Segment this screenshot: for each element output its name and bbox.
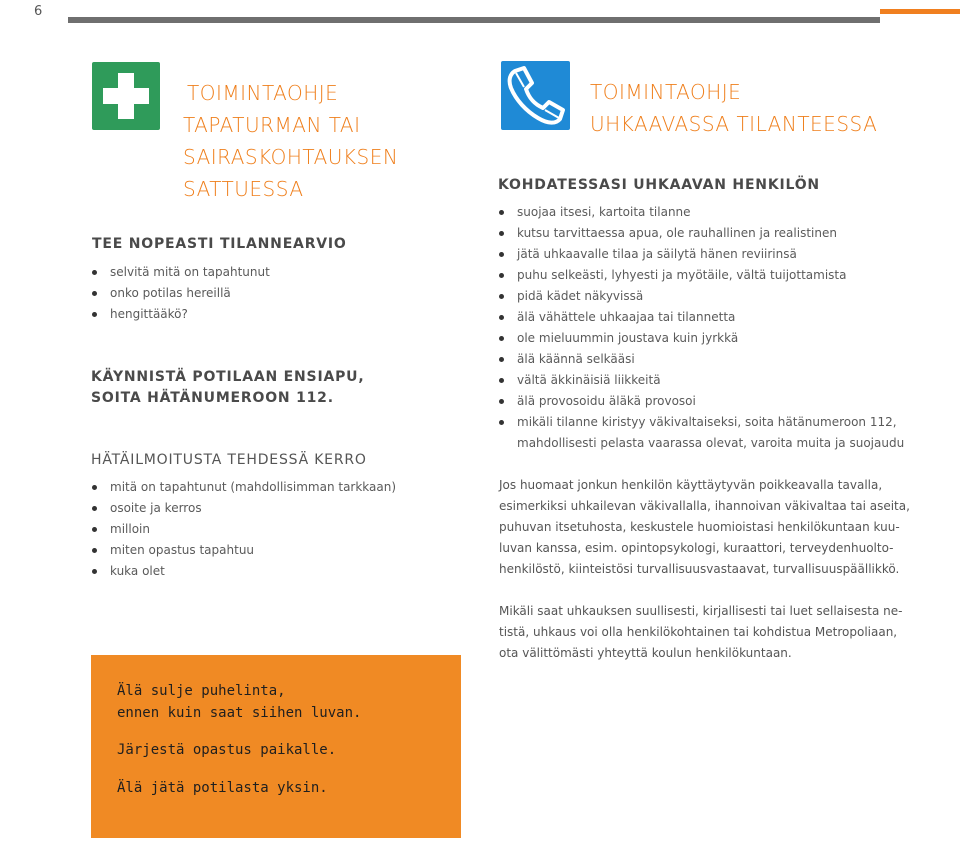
list-item bbox=[499, 412, 904, 454]
reminder-line: ennen kuin saat siihen luvan. bbox=[117, 705, 362, 721]
list-item-line: mahdollisesti pelasta vaarassa olevat, varoita muita ja suojaudu bbox=[517, 436, 905, 450]
list-item: hengittääkö? bbox=[92, 304, 270, 325]
left-title-line: TAPATURMAN TAI bbox=[183, 113, 361, 137]
list-item: kuka olet bbox=[92, 561, 396, 582]
assess-heading: TEE NOPEASTI TILANNEARVIO bbox=[92, 236, 347, 252]
paragraph-line: tistä, uhkaus voi olla henkilökohtainen tai kohdistua Metropoliaan, bbox=[499, 625, 898, 639]
left-title-line: SAIRASKOHTAUKSEN bbox=[183, 145, 399, 169]
left-title-line: TOIMINTAOHJE bbox=[187, 81, 339, 105]
paragraph-line: ota välittömästi yhteyttä koulun henkilökuntaan. bbox=[499, 646, 792, 660]
reminder-line: Järjestä opastus paikalle. bbox=[117, 742, 337, 758]
emergency-call-heading: HÄTÄILMOITUSTA TEHDESSÄ KERRO bbox=[91, 452, 367, 468]
reminder-box bbox=[91, 655, 461, 838]
list-item: suojaa itsesi, kartoita tilanne bbox=[499, 202, 904, 223]
list-item: miten opastus tapahtuu bbox=[92, 540, 396, 561]
threat-heading: KOHDATESSASI UHKAAVAN HENKILÖN bbox=[498, 177, 820, 193]
paragraph-line: puhuvan itsetuhosta, keskustele huomioistasi henkilökuntaan kuu- bbox=[499, 520, 900, 534]
observation-paragraph bbox=[499, 475, 910, 580]
list-item: osoite ja kerros bbox=[92, 498, 396, 519]
right-title-line: TOIMINTAOHJE bbox=[590, 80, 742, 104]
phone-handset-icon bbox=[501, 61, 570, 130]
paragraph-line: luvan kanssa, esim. opintopsykologi, kuraattori, terveydenhuolto- bbox=[499, 541, 894, 555]
list-item: mitä on tapahtunut (mahdollisimman tarkkaan) bbox=[92, 477, 396, 498]
reminder-line: Älä sulje puhelinta, bbox=[117, 683, 286, 699]
threat-received-paragraph bbox=[499, 601, 902, 664]
list-item: selvitä mitä on tapahtunut bbox=[92, 262, 270, 283]
paragraph-line: Mikäli saat uhkauksen suullisesti, kirjallisesti tai luet sellaisesta ne- bbox=[499, 604, 903, 618]
paragraph-line: esimerkiksi uhkailevan väkivallalla, ihannoivan väkivaltaa tai aseita, bbox=[499, 499, 910, 513]
left-title bbox=[183, 77, 398, 205]
list-item: onko potilas hereillä bbox=[92, 283, 270, 304]
right-title bbox=[590, 76, 877, 140]
first-aid-heading bbox=[91, 367, 364, 409]
emergency-call-list bbox=[92, 477, 396, 582]
list-item: ole mieluummin joustava kuin jyrkkä bbox=[499, 328, 904, 349]
first-aid-heading-line: KÄYNNISTÄ POTILAAN ENSIAPU, bbox=[91, 369, 365, 385]
list-item: vältä äkkinäisiä liikkeitä bbox=[499, 370, 904, 391]
list-item: milloin bbox=[92, 519, 396, 540]
header-bar bbox=[0, 0, 960, 24]
list-item: älä vähättele uhkaajaa tai tilannetta bbox=[499, 307, 904, 328]
reminder-line: Älä jätä potilasta yksin. bbox=[117, 780, 328, 796]
list-item: jätä uhkaavalle tilaa ja säilytä hänen reviirinsä bbox=[499, 244, 904, 265]
first-aid-heading-line: SOITA HÄTÄNUMEROON 112. bbox=[91, 390, 334, 406]
header-rule-orange bbox=[880, 9, 960, 14]
threat-list bbox=[499, 202, 904, 454]
left-title-line: SATTUESSA bbox=[183, 177, 304, 201]
header-rule-gray bbox=[68, 17, 880, 23]
list-item: kutsu tarvittaessa apua, ole rauhallinen ja realistinen bbox=[499, 223, 904, 244]
page-number: 6 bbox=[34, 4, 43, 19]
list-item-line: mikäli tilanne kiristyy väkivaltaiseksi, soita hätänumeroon 112, bbox=[517, 415, 897, 429]
paragraph-line: Jos huomaat jonkun henkilön käyttäytyvän poikkeavalla tavalla, bbox=[499, 478, 883, 492]
first-aid-cross-icon bbox=[92, 62, 160, 130]
list-item: puhu selkeästi, lyhyesti ja myötäile, vältä tuijottamista bbox=[499, 265, 904, 286]
paragraph-line: henkilöstö, kiinteistösi turvallisuusvastaavat, turvallisuuspäällikkö. bbox=[499, 562, 900, 576]
list-item: älä provosoidu äläkä provosoi bbox=[499, 391, 904, 412]
right-title-line: UHKAAVASSA TILANTEESSA bbox=[590, 112, 878, 136]
list-item: pidä kädet näkyvissä bbox=[499, 286, 904, 307]
assess-list bbox=[92, 262, 270, 325]
list-item: älä käännä selkääsi bbox=[499, 349, 904, 370]
